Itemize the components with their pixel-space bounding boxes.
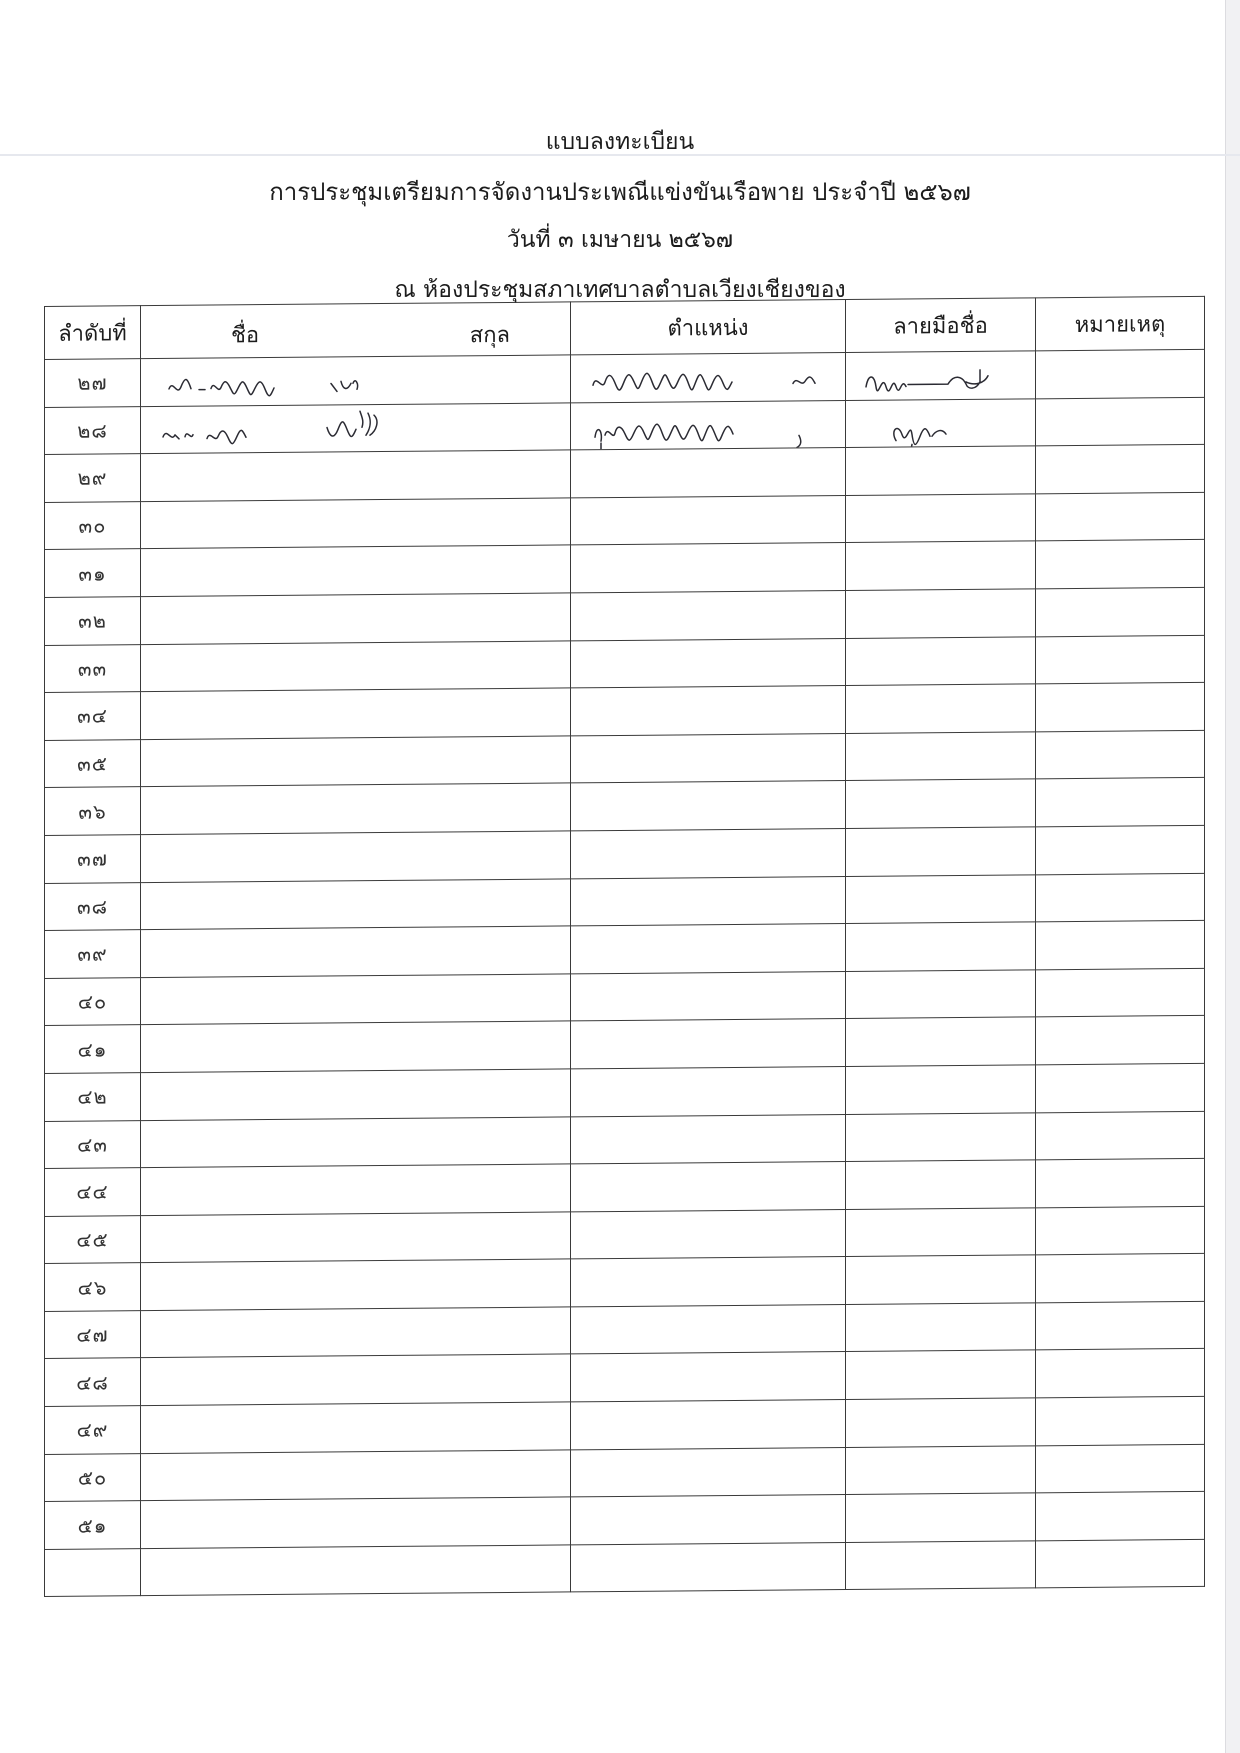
handwritten-name bbox=[141, 403, 570, 453]
row-remarks-cell bbox=[1036, 1396, 1205, 1445]
row-position-cell bbox=[571, 686, 846, 736]
row-signature-cell bbox=[846, 970, 1036, 1019]
row-position-cell bbox=[571, 1542, 846, 1592]
row-number: ๕๑ bbox=[45, 1501, 141, 1549]
row-position-cell bbox=[571, 1447, 846, 1497]
row-name-cell bbox=[141, 1545, 571, 1596]
header-first-name: ชื่อ bbox=[231, 323, 260, 349]
row-remarks-cell bbox=[1036, 1301, 1205, 1350]
row-signature-cell bbox=[846, 1065, 1036, 1114]
table-row bbox=[45, 1539, 1205, 1597]
row-position-cell bbox=[571, 1066, 846, 1116]
row-position-cell bbox=[571, 543, 846, 593]
row-signature-cell bbox=[846, 589, 1036, 638]
row-name-cell bbox=[141, 831, 571, 882]
row-signature-cell bbox=[846, 1303, 1036, 1352]
row-remarks-cell bbox=[1036, 1539, 1205, 1588]
row-signature-cell bbox=[846, 874, 1036, 923]
handwritten-signature bbox=[846, 399, 1035, 447]
row-signature-cell bbox=[846, 922, 1036, 971]
row-number: ๒๘ bbox=[45, 406, 141, 454]
handwritten-position bbox=[571, 401, 845, 450]
row-signature-cell bbox=[846, 827, 1036, 876]
row-remarks-cell bbox=[1036, 730, 1205, 779]
header-order: ลำดับที่ bbox=[45, 306, 141, 360]
row-name-cell bbox=[141, 450, 571, 501]
row-remarks-cell bbox=[1036, 1492, 1205, 1541]
row-number: ๒๙ bbox=[45, 454, 141, 502]
row-name-cell bbox=[141, 1402, 571, 1453]
row-signature-cell bbox=[846, 1208, 1036, 1257]
row-name-cell bbox=[141, 593, 571, 644]
row-signature-cell bbox=[846, 1350, 1036, 1399]
header-last-name: สกุล bbox=[469, 322, 510, 349]
row-number: ๔๙ bbox=[45, 1406, 141, 1454]
row-remarks-cell bbox=[1036, 1444, 1205, 1493]
meeting-location: ณ ห้องประชุมสภาเทศบาลตำบลเวียงเชียงของ bbox=[394, 277, 846, 303]
row-signature-cell bbox=[846, 351, 1036, 400]
row-name-cell bbox=[141, 1116, 571, 1167]
row-position-cell bbox=[571, 733, 846, 783]
row-number: ๓๓ bbox=[45, 644, 141, 692]
row-position-cell bbox=[571, 781, 846, 831]
row-remarks-cell bbox=[1036, 445, 1205, 494]
row-number: ๓๙ bbox=[45, 930, 141, 978]
row-name-cell bbox=[141, 355, 571, 406]
row-position-cell bbox=[571, 1162, 846, 1212]
row-name-cell bbox=[141, 783, 571, 834]
row-signature-cell bbox=[846, 1255, 1036, 1304]
row-remarks-cell bbox=[1036, 492, 1205, 541]
row-position-cell bbox=[571, 495, 846, 545]
row-name-cell bbox=[141, 736, 571, 787]
registration-table bbox=[44, 296, 1205, 1598]
row-remarks-cell bbox=[1036, 587, 1205, 636]
row-number: ๔๓ bbox=[45, 1120, 141, 1168]
row-position-cell bbox=[571, 971, 846, 1021]
row-position-cell bbox=[571, 1257, 846, 1307]
row-remarks-cell bbox=[1036, 635, 1205, 684]
row-signature-cell bbox=[846, 446, 1036, 495]
row-name-cell bbox=[141, 1021, 571, 1072]
row-remarks-cell bbox=[1036, 1016, 1205, 1065]
page-edge bbox=[1225, 0, 1240, 1753]
row-name-cell bbox=[141, 1259, 571, 1310]
row-number: ๒๗ bbox=[45, 359, 141, 407]
row-remarks-cell bbox=[1036, 1349, 1205, 1398]
row-name-cell bbox=[141, 1450, 571, 1501]
row-number: ๓๔ bbox=[45, 692, 141, 740]
row-position-cell bbox=[571, 1304, 846, 1354]
row-name-cell bbox=[141, 1307, 571, 1358]
handwritten-name bbox=[141, 355, 570, 405]
handwritten-position bbox=[571, 353, 845, 402]
row-number: ๓๖ bbox=[45, 787, 141, 835]
row-number bbox=[45, 1549, 141, 1597]
row-position-cell bbox=[571, 924, 846, 974]
row-position-cell bbox=[571, 1114, 846, 1164]
row-name-cell bbox=[141, 640, 571, 691]
row-remarks-cell bbox=[1036, 540, 1205, 589]
row-remarks-cell bbox=[1036, 349, 1205, 398]
row-remarks-cell bbox=[1036, 873, 1205, 922]
row-number: ๔๑ bbox=[45, 1025, 141, 1073]
row-remarks-cell bbox=[1036, 1254, 1205, 1303]
header-remarks: หมายเหตุ bbox=[1036, 296, 1205, 350]
row-position-cell bbox=[571, 1400, 846, 1450]
row-position-cell bbox=[571, 400, 846, 450]
row-name-cell bbox=[141, 974, 571, 1025]
row-number: ๔๘ bbox=[45, 1358, 141, 1406]
row-position-cell bbox=[571, 1495, 846, 1545]
row-signature-cell bbox=[846, 1017, 1036, 1066]
row-position-cell bbox=[571, 876, 846, 926]
meeting-title: การประชุมเตรียมการจัดงานประเพณีแข่งขันเรือพาย ประจำปี ๒๕๖๗ bbox=[269, 178, 971, 206]
row-signature-cell bbox=[846, 1541, 1036, 1590]
row-signature-cell bbox=[846, 1398, 1036, 1447]
row-number: ๔๕ bbox=[45, 1215, 141, 1263]
row-position-cell bbox=[571, 828, 846, 878]
handwritten-signature bbox=[846, 351, 1035, 399]
row-signature-cell bbox=[846, 732, 1036, 781]
row-name-cell bbox=[141, 545, 571, 596]
row-number: ๔๖ bbox=[45, 1263, 141, 1311]
row-remarks-cell bbox=[1036, 825, 1205, 874]
row-remarks-cell bbox=[1036, 1063, 1205, 1112]
row-name-cell bbox=[141, 498, 571, 549]
row-remarks-cell bbox=[1036, 1206, 1205, 1255]
row-number: ๔๔ bbox=[45, 1168, 141, 1216]
row-number: ๔๗ bbox=[45, 1311, 141, 1359]
header-position: ตำแหน่ง bbox=[571, 300, 846, 355]
row-name-cell bbox=[141, 1164, 571, 1215]
row-signature-cell bbox=[846, 1446, 1036, 1495]
row-name-cell bbox=[141, 1354, 571, 1405]
row-remarks-cell bbox=[1036, 1111, 1205, 1160]
row-position-cell bbox=[571, 1019, 846, 1069]
row-position-cell bbox=[571, 448, 846, 498]
row-name-cell bbox=[141, 926, 571, 977]
row-position-cell bbox=[571, 1352, 846, 1402]
row-number: ๓๘ bbox=[45, 882, 141, 930]
row-remarks-cell bbox=[1036, 778, 1205, 827]
row-name-cell bbox=[141, 402, 571, 453]
row-signature-cell bbox=[846, 541, 1036, 590]
row-signature-cell bbox=[846, 1112, 1036, 1161]
row-signature-cell bbox=[846, 1160, 1036, 1209]
row-position-cell bbox=[571, 1209, 846, 1259]
row-number: ๕๐ bbox=[45, 1453, 141, 1501]
row-name-cell bbox=[141, 1497, 571, 1548]
row-number: ๓๗ bbox=[45, 835, 141, 883]
row-number: ๓๒ bbox=[45, 597, 141, 645]
row-number: ๓๐ bbox=[45, 501, 141, 549]
row-signature-cell bbox=[846, 636, 1036, 685]
row-remarks-cell bbox=[1036, 920, 1205, 969]
row-signature-cell bbox=[846, 1493, 1036, 1542]
row-remarks-cell bbox=[1036, 968, 1205, 1017]
meeting-date: วันที่ ๓ เมษายน ๒๕๖๗ bbox=[506, 227, 734, 253]
row-remarks-cell bbox=[1036, 397, 1205, 446]
row-signature-cell bbox=[846, 684, 1036, 733]
row-position-cell bbox=[571, 590, 846, 640]
form-title: แบบลงทะเบียน bbox=[545, 129, 695, 155]
header-name-cell bbox=[141, 302, 571, 359]
row-remarks-cell bbox=[1036, 683, 1205, 732]
row-remarks-cell bbox=[1036, 1158, 1205, 1207]
row-signature-cell bbox=[846, 494, 1036, 543]
row-name-cell bbox=[141, 878, 571, 929]
row-number: ๔๐ bbox=[45, 977, 141, 1025]
row-name-cell bbox=[141, 1069, 571, 1120]
row-position-cell bbox=[571, 353, 846, 403]
row-name-cell bbox=[141, 688, 571, 739]
row-number: ๓๑ bbox=[45, 549, 141, 597]
row-number: ๓๕ bbox=[45, 739, 141, 787]
row-position-cell bbox=[571, 638, 846, 688]
header-signature: ลายมือชื่อ bbox=[846, 298, 1036, 353]
row-signature-cell bbox=[846, 779, 1036, 828]
row-name-cell bbox=[141, 1212, 571, 1263]
row-number: ๔๒ bbox=[45, 1073, 141, 1121]
registration-rows bbox=[45, 349, 1205, 1597]
row-signature-cell bbox=[846, 398, 1036, 447]
